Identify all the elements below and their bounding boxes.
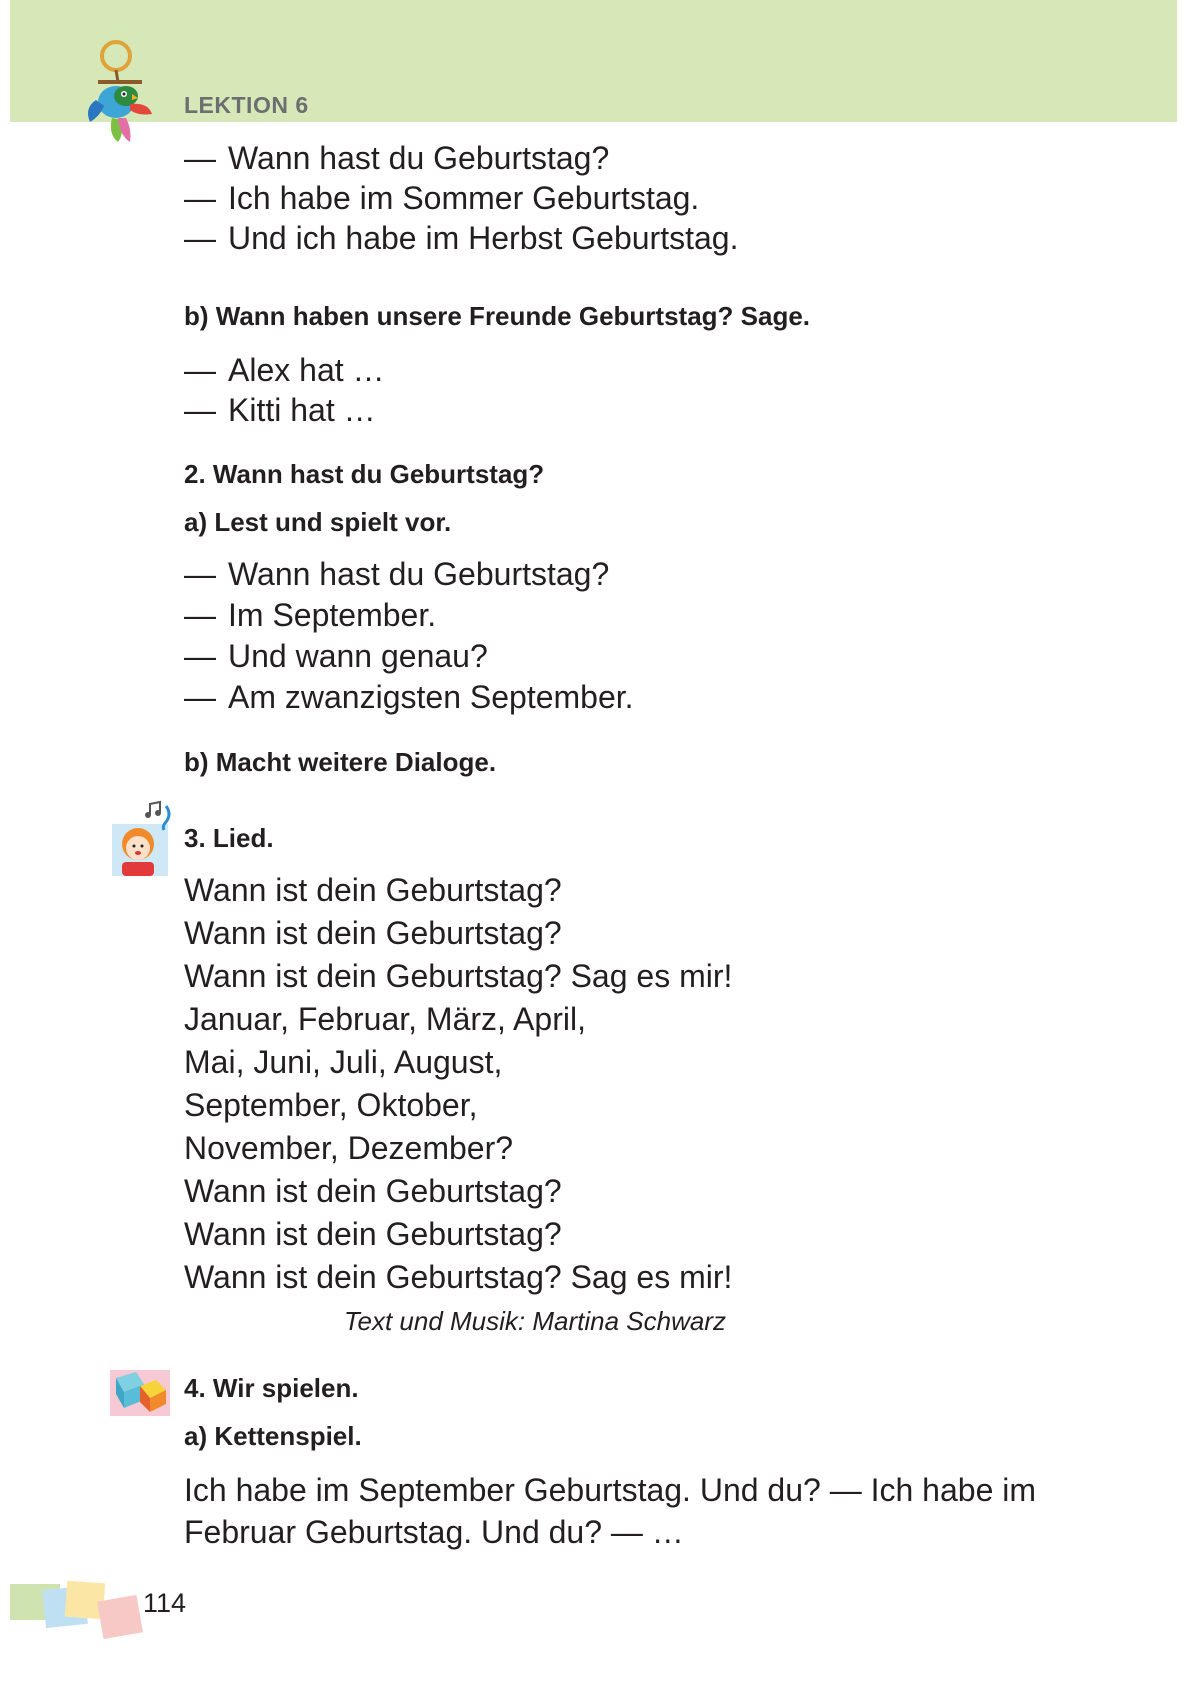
- dialog-text: Am zwanzigsten September.: [228, 679, 634, 715]
- song-line: Wann ist dein Geburtstag?: [184, 1216, 562, 1252]
- dash: —: [184, 392, 216, 428]
- dash: —: [184, 638, 216, 674]
- task-4-title: 4. Wir spielen.: [184, 1373, 359, 1403]
- song-line: Januar, Februar, März, April,: [184, 1001, 586, 1037]
- dialog-line: [184, 595, 436, 635]
- dialog-line: [184, 636, 488, 676]
- dash: —: [184, 597, 216, 633]
- song-line: Mai, Juni, Juli, August,: [184, 1044, 503, 1080]
- dialog-line: [184, 677, 634, 717]
- task-2-title: 2. Wann hast du Geburtstag?: [184, 459, 545, 489]
- dialog-line: [184, 218, 738, 258]
- song-line: Wann ist dein Geburtstag?: [184, 915, 562, 951]
- answer-line: [184, 390, 376, 430]
- answer-line: [184, 350, 385, 390]
- dash: —: [184, 220, 216, 256]
- page-number: 114: [143, 1588, 187, 1618]
- dialog-text: Und wann genau?: [228, 638, 488, 674]
- dialog-line: [184, 554, 609, 594]
- chain-game-text: Ich habe im September Geburtstag. Und du? — Ich habe im: [184, 1472, 1037, 1508]
- footer-decoration-pink: [97, 1595, 143, 1639]
- dash: —: [184, 140, 216, 176]
- task-1b-label: b) Wann haben unsere Freunde Geburtstag? Sage.: [184, 301, 811, 331]
- dice-icon: [110, 1364, 172, 1416]
- dialog-text: Ich habe im Sommer Geburtstag.: [228, 180, 700, 216]
- song-line: Wann ist dein Geburtstag? Sag es mir!: [184, 958, 733, 994]
- dialog-text: Wann hast du Geburtstag?: [228, 556, 610, 592]
- dialog-line: [184, 138, 609, 178]
- dash: —: [184, 352, 216, 388]
- dialog-text: Im September.: [228, 597, 437, 633]
- song-line: Wann ist dein Geburtstag? Sag es mir!: [184, 1259, 733, 1295]
- answer-text: Kitti hat …: [228, 392, 376, 428]
- parrot-mascot-icon: [78, 38, 168, 150]
- dash: —: [184, 679, 216, 715]
- dialog-line: [184, 178, 699, 218]
- singing-child-icon: [110, 800, 172, 878]
- chain-game-text: Februar Geburtstag. Und du? — …: [184, 1514, 684, 1550]
- song-line: Wann ist dein Geburtstag?: [184, 1173, 562, 1209]
- task-4a-label: a) Kettenspiel.: [184, 1421, 362, 1451]
- song-line: September, Oktober,: [184, 1087, 478, 1123]
- song-line: Wann ist dein Geburtstag?: [184, 872, 562, 908]
- dash: —: [184, 180, 216, 216]
- dialog-text: Wann hast du Geburtstag?: [228, 140, 610, 176]
- answer-text: Alex hat …: [228, 352, 385, 388]
- task-2b-label: b) Macht weitere Dialoge.: [184, 747, 497, 777]
- song-line: November, Dezember?: [184, 1130, 514, 1166]
- song-credit: Text und Musik: Martina Schwarz: [344, 1306, 726, 1336]
- dash: —: [184, 556, 216, 592]
- lesson-title: LEKTION 6: [184, 92, 309, 118]
- task-3-title: 3. Lied.: [184, 823, 274, 853]
- dialog-text: Und ich habe im Herbst Geburtstag.: [228, 220, 739, 256]
- task-2a-label: a) Lest und spielt vor.: [184, 507, 452, 537]
